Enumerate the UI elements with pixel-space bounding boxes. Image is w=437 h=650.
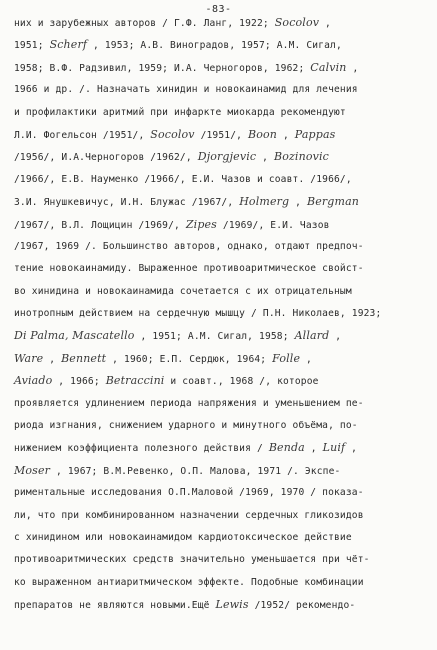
text-line (14, 437, 381, 459)
handwritten-name: Allard (294, 329, 330, 343)
typed-text: 1966 и др. /. Назначать хинидин и новокаинамид для лечения (14, 84, 358, 96)
typed-text: , (345, 443, 358, 455)
text-line (14, 393, 381, 415)
typed-text: , (300, 353, 312, 365)
text-line (14, 527, 381, 549)
typed-text: Л.И. Фогельсон /1951/, (14, 129, 151, 141)
typed-text: проявляется удлинением периода напряжения и уменьшением пе- (14, 397, 364, 409)
typed-text: , (289, 197, 307, 209)
typed-text: во хинидина и новокаинамида сочетается с их отрицательным (14, 285, 352, 297)
text-line (14, 325, 381, 347)
text-line (14, 281, 381, 303)
typed-text: , 1953; А.В. Виноградов, 1957; А.М. Сигал, (87, 40, 342, 52)
handwritten-name: Bozinovic (273, 150, 329, 164)
typed-text: 1958; В.Ф. Радзивил, 1959; И.А. Черногоров, 1962; (14, 62, 311, 74)
typed-text: нижением коэффициента полезного действия / (14, 443, 269, 455)
handwritten-name: Betraccini (105, 374, 165, 388)
typed-text: них и зарубежных авторов / Г.Ф. Ланг, 1922; (14, 18, 275, 29)
text-line (14, 594, 381, 616)
handwritten-name: Moser (14, 463, 51, 477)
text-line (14, 415, 381, 437)
handwritten-name: Holmerg (239, 195, 290, 209)
typed-text: , (319, 18, 331, 29)
handwritten-name: Djorgjevic (197, 150, 257, 164)
handwritten-name: Aviado (14, 374, 53, 388)
typed-text: /1951/, (194, 129, 248, 141)
typed-text: инотропным действием на сердечную мышцу / П.Н. Николаев, 1923; (14, 308, 382, 320)
text-line (14, 572, 381, 594)
typed-text: и профилактики аритмий при инфаркте миокарда рекомендуют (14, 106, 346, 118)
text-line (14, 79, 381, 101)
text-line (14, 549, 381, 571)
typed-text: , 1967; В.М.Ревенко, О.П. Малова, 1971 /. Экспе- (50, 465, 341, 477)
typed-text: /1966/, Е.В. Науменко /1966/, Е.И. Чазов и соавт. /1966/, (14, 173, 352, 185)
typed-text: , (277, 129, 295, 141)
typed-text: /1969/, Е.И. Чазов (216, 219, 330, 231)
handwritten-name: Lewis (215, 598, 249, 612)
typed-text: , (43, 353, 62, 365)
text-line (14, 505, 381, 527)
text-line (14, 236, 381, 258)
handwritten-name: Zipes (185, 217, 217, 231)
typed-text: , 1951; А.М. Сигал, 1958; (134, 331, 295, 343)
typed-text: противоаритмических средств значительно уменьшается при чёт- (14, 554, 370, 566)
handwritten-name: Socolov (150, 127, 195, 141)
handwritten-name: Luif (322, 441, 346, 455)
text-line (14, 303, 381, 325)
text-line (14, 12, 381, 34)
text-body (14, 12, 381, 617)
typed-text: /1956/, И.А.Черногоров /1962/, (14, 152, 198, 164)
handwritten-name: Folle (272, 351, 301, 365)
typed-text: с хинидином или новокаинамидом кардиотоксическое действие (14, 531, 352, 543)
handwritten-name: Calvin (310, 60, 347, 74)
text-line (14, 460, 381, 482)
typed-text: /1967, 1969 /. Большинство авторов, однако, отдают предпоч- (14, 240, 364, 252)
handwritten-name: Pappas (294, 127, 336, 141)
typed-text: , 1966; (52, 376, 106, 388)
typed-text: препаратов не являются новыми.Ещё (14, 600, 216, 612)
typed-text: 1951; (14, 40, 50, 52)
typed-text: З.И. Янушкевичус, И.Н. Блужас /1967/, (14, 197, 240, 209)
typed-text: ли, что при комбинированном назначении сердечных гликозидов (14, 509, 364, 521)
typed-text: , (346, 62, 359, 74)
handwritten-name: Scherf (49, 38, 88, 52)
typed-text: , (329, 331, 342, 343)
handwritten-name: Di Palma, Mascatello (14, 329, 135, 343)
typed-text: , 1960; Е.П. Сердюк, 1964; (106, 353, 273, 365)
page-number: -83- (205, 4, 232, 15)
handwritten-name: Bennett (61, 351, 107, 365)
text-line (14, 258, 381, 280)
handwritten-name: Boon (248, 127, 278, 141)
typed-text: /1952/ рекомендо- (248, 600, 356, 612)
typed-text: риментальные исследования О.П.Маловой /1969, 1970 / показа- (14, 487, 364, 499)
typed-text: ко выраженном антиаритмическом эффекте. Подобные комбинации (14, 576, 364, 588)
typed-text: /1967/, В.Л. Лощицин /1969/, (14, 219, 186, 231)
text-line (14, 102, 381, 124)
text-line (14, 169, 381, 191)
text-line (14, 57, 381, 79)
text-line (14, 214, 381, 236)
typed-text: риода изгнания, снижением ударного и минутного объёма, по- (14, 420, 358, 432)
handwritten-name: Socolov (274, 16, 320, 29)
text-line (14, 34, 381, 56)
typed-text: , (256, 152, 274, 164)
text-line (14, 191, 381, 213)
typed-text: тение новокаинамиду. Выраженное противоаритмическое свойст- (14, 263, 364, 275)
handwritten-name: Bergman (307, 195, 360, 209)
typed-text: и соавт., 1968 /, которое (164, 376, 319, 388)
handwritten-name: Ware (14, 351, 44, 365)
text-line (14, 124, 381, 146)
text-line (14, 370, 381, 392)
text-line (14, 348, 381, 370)
typed-text: , (304, 443, 323, 455)
text-line (14, 482, 381, 504)
handwritten-name: Benda (268, 441, 305, 455)
text-line (14, 146, 381, 168)
